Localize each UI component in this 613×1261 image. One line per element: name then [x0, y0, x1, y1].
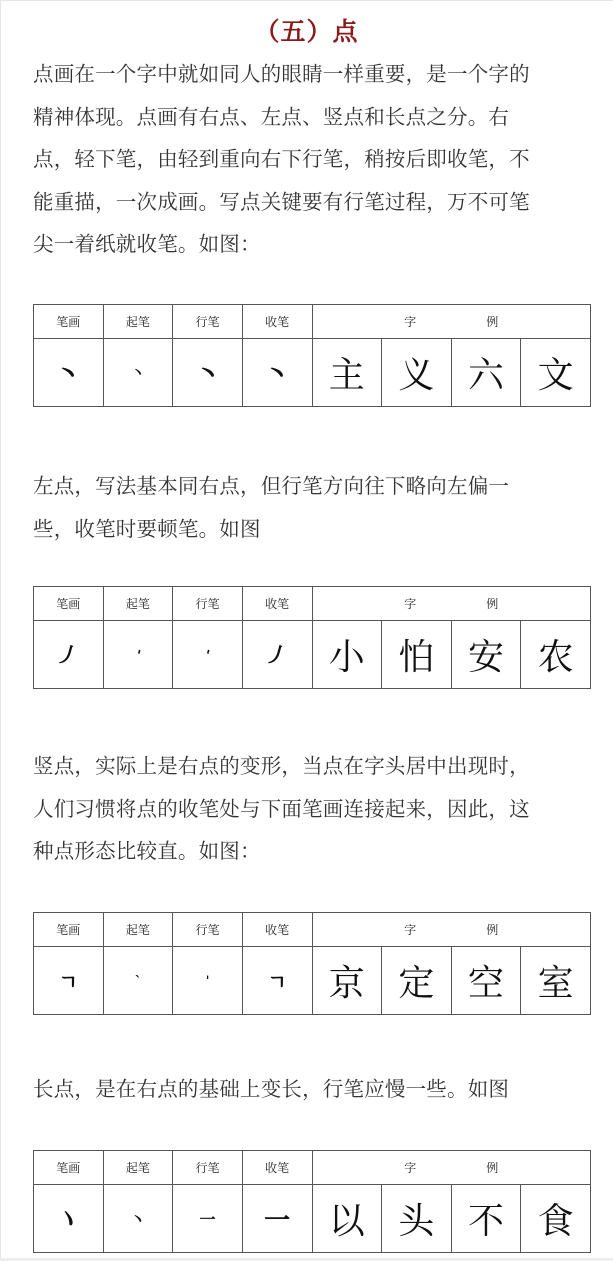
text-line: 能重描，一次成画。写点关键要有行笔过程，万不可笔 — [33, 189, 530, 214]
example-char: 不 — [468, 1201, 505, 1242]
example-cell — [521, 1185, 591, 1253]
example-char: 文 — [537, 355, 574, 396]
header-start: 起笔 — [103, 587, 173, 621]
header-move: 行笔 — [173, 913, 243, 947]
stroke-cell — [173, 621, 243, 689]
stroke-table-right-dot — [33, 304, 591, 407]
section-title: （五）点 — [254, 17, 359, 46]
stroke-table-vertical-dot — [33, 912, 591, 1015]
stroke-cell — [242, 1185, 312, 1253]
header-start: 起笔 — [103, 913, 173, 947]
stroke-glyph: 丶 — [129, 1210, 146, 1229]
text-line: 点画在一个字中就如同人的眼睛一样重要，是一个字的 — [33, 62, 530, 86]
stroke-cell — [103, 621, 173, 689]
table-row — [34, 339, 591, 407]
stroke-cell — [34, 621, 104, 689]
header-examples-char2: 例 — [486, 923, 499, 937]
example-cell — [312, 339, 382, 407]
example-char: 食 — [537, 1201, 574, 1242]
header-examples-char1: 字 — [404, 923, 417, 937]
example-cell — [312, 621, 382, 689]
stroke-table-left-dot — [33, 586, 591, 689]
stroke-glyph: 丶 — [48, 1199, 87, 1241]
stroke-cell — [242, 621, 312, 689]
header-start: 起笔 — [103, 305, 173, 339]
header-examples — [312, 1151, 591, 1185]
header-examples-char2: 例 — [486, 315, 499, 329]
example-char: 主 — [328, 355, 365, 396]
text-line: 左点，写法基本同右点，但行笔方向往下略向左偏一 — [33, 474, 510, 498]
paragraph-long-dot — [33, 1068, 593, 1111]
stroke-cell — [103, 339, 173, 407]
header-end: 收笔 — [242, 1151, 312, 1185]
example-char: 京 — [328, 963, 365, 1004]
header-move: 行笔 — [173, 587, 243, 621]
stroke-glyph: 一 — [199, 1210, 216, 1229]
stroke-glyph: ' — [203, 647, 212, 665]
example-cell — [521, 621, 591, 689]
example-cell — [451, 621, 521, 689]
example-cell — [451, 947, 521, 1015]
example-cell — [451, 339, 521, 407]
stroke-cell — [173, 1185, 243, 1253]
text-line: 竖点，实际上是右点的变形，当点在字头居中出现时， — [33, 754, 530, 778]
header-examples-char2: 例 — [486, 1161, 499, 1175]
header-end: 收笔 — [242, 305, 312, 339]
stroke-glyph: ˈ — [205, 974, 210, 990]
paragraph-left-dot — [33, 465, 593, 550]
example-char: 室 — [537, 963, 574, 1004]
stroke-glyph: 丿 — [53, 640, 82, 672]
stroke-glyph: 丶 — [130, 365, 145, 382]
header-stroke: 笔画 — [34, 1151, 104, 1185]
header-stroke: 笔画 — [34, 587, 104, 621]
header-stroke: 笔画 — [34, 305, 104, 339]
table-row — [34, 621, 591, 689]
text-line: 些，收笔时要顿笔。如图 — [33, 516, 261, 541]
header-start: 起笔 — [103, 1151, 173, 1185]
table-header-row — [34, 1151, 591, 1185]
paragraph-right-dot — [33, 53, 593, 266]
stroke-glyph: 丶 — [262, 357, 294, 392]
stroke-cell — [103, 947, 173, 1015]
stroke-cell — [103, 1185, 173, 1253]
text-line: 种点形态比较直。如图： — [33, 839, 261, 863]
example-char: 义 — [398, 355, 435, 396]
example-cell — [521, 947, 591, 1015]
stroke-cell — [242, 947, 312, 1015]
example-char: 小 — [328, 637, 365, 678]
header-examples-char1: 字 — [404, 597, 417, 611]
header-end: 收笔 — [242, 587, 312, 621]
example-cell — [382, 1185, 452, 1253]
text-line: 尖一着纸就收笔。如图： — [33, 232, 261, 256]
example-char: 空 — [468, 963, 505, 1004]
table-row — [34, 1185, 591, 1253]
stroke-cell — [173, 947, 243, 1015]
text-line: 点，轻下笔，由轻到重向右下行笔，稍按后即收笔，不 — [33, 147, 530, 171]
table-row — [34, 947, 591, 1015]
stroke-table-long-dot — [33, 1150, 591, 1253]
example-cell — [382, 621, 452, 689]
stroke-cell — [173, 339, 243, 407]
example-char: 安 — [468, 637, 505, 678]
example-cell — [451, 1185, 521, 1253]
header-stroke: 笔画 — [34, 913, 104, 947]
header-move: 行笔 — [173, 305, 243, 339]
table-header-row — [34, 587, 591, 621]
header-examples-char2: 例 — [486, 597, 499, 611]
example-char: 头 — [398, 1201, 435, 1242]
header-end: 收笔 — [242, 913, 312, 947]
example-char: 六 — [468, 355, 505, 396]
header-move: 行笔 — [173, 1151, 243, 1185]
header-examples-char1: 字 — [404, 315, 417, 329]
example-cell — [382, 947, 452, 1015]
stroke-glyph: ' — [133, 647, 143, 665]
stroke-glyph: 丶 — [192, 357, 224, 392]
header-examples — [312, 913, 591, 947]
stroke-glyph: 丶 — [53, 357, 85, 392]
stroke-glyph: ㄱ — [58, 970, 78, 994]
header-examples-char1: 字 — [404, 1161, 417, 1175]
example-char: 以 — [328, 1201, 365, 1242]
example-char: 农 — [537, 637, 574, 678]
header-examples — [312, 587, 591, 621]
text-line: 精神体现。点画有右点、左点、竖点和长点之分。右 — [33, 104, 510, 129]
stroke-glyph: ㄱ — [267, 970, 287, 994]
example-char: 怕 — [398, 637, 435, 678]
example-char: 定 — [398, 963, 435, 1004]
table-header-row — [34, 913, 591, 947]
stroke-glyph: ` — [134, 974, 142, 990]
stroke-cell — [34, 339, 104, 407]
stroke-glyph: 一 — [264, 1206, 291, 1236]
stroke-cell — [34, 1185, 104, 1253]
example-cell — [312, 947, 382, 1015]
stroke-cell — [242, 339, 312, 407]
text-line: 长点，是在右点的基础上变长，行笔应慢一些。如图 — [33, 1077, 510, 1101]
example-cell — [312, 1185, 382, 1253]
stroke-cell — [34, 947, 104, 1015]
example-cell — [521, 339, 591, 407]
text-line: 人们习惯将点的收笔处与下面笔画连接起来，因此，这 — [33, 796, 530, 821]
example-cell — [382, 339, 452, 407]
header-examples — [312, 305, 591, 339]
paragraph-vertical-dot — [33, 745, 593, 873]
stroke-glyph: 丿 — [262, 640, 291, 672]
table-header-row — [34, 305, 591, 339]
